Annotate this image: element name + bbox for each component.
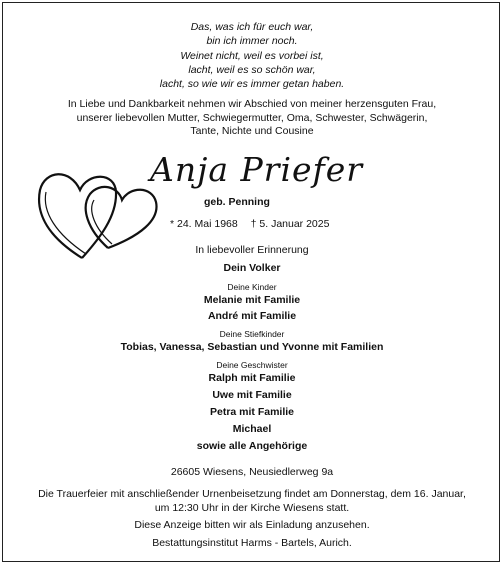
undertaker: Bestattungsinstitut Harms - Bartels, Aurich. bbox=[152, 537, 352, 549]
funeral-line: um 12:30 Uhr in der Kirche Wiesens statt. bbox=[154, 501, 350, 514]
family-address: 26605 Wiesens, Neusiedlerweg 9a bbox=[170, 466, 334, 478]
poem-line: bin ich immer noch. bbox=[206, 35, 298, 48]
sibling-name: Michael bbox=[232, 423, 272, 435]
children-label: Deine Kinder bbox=[227, 282, 277, 292]
intro-line: Tante, Nichte und Cousine bbox=[190, 125, 314, 137]
poem-line: lacht, so wie wir es immer getan haben. bbox=[159, 78, 345, 91]
memory-intro: In liebevoller Erinnerung bbox=[195, 244, 309, 256]
deceased-name: Anja Priefer bbox=[150, 150, 364, 189]
intro-line: unserer liebevollen Mutter, Schwiegermutter, Oma, Schwester, Schwägerin, bbox=[76, 111, 428, 124]
life-dates bbox=[170, 218, 339, 230]
poem-line: Weinet nicht, weil es vorbei ist, bbox=[180, 49, 324, 62]
intro-text bbox=[0, 98, 504, 139]
other-relatives: sowie alle Angehörige bbox=[196, 440, 308, 452]
birth-date: * 24. Mai 1968 bbox=[170, 218, 238, 230]
poem-line: lacht, weil es so schön war, bbox=[188, 63, 316, 76]
siblings-label: Deine Geschwister bbox=[216, 360, 288, 370]
death-date: † 5. Januar 2025 bbox=[250, 218, 330, 230]
child-name: Melanie mit Familie bbox=[203, 294, 301, 306]
poem-line: Das, was ich für euch war, bbox=[190, 21, 314, 33]
stepchildren-names: Tobias, Vanessa, Sebastian und Yvonne mit Familien bbox=[120, 341, 384, 353]
sibling-name: Uwe mit Familie bbox=[212, 389, 292, 401]
funeral-line: Die Trauerfeier mit anschließender Urnenbeisetzung findet am Donnerstag, dem 16. Januar, bbox=[38, 488, 466, 500]
funeral-info bbox=[0, 488, 504, 515]
intro-line: In Liebe und Dankbarkeit nehmen wir Abschied von meiner herzensguten Frau, bbox=[67, 98, 437, 110]
sibling-name: Petra mit Familie bbox=[209, 406, 295, 418]
stepchildren-label: Deine Stiefkinder bbox=[219, 329, 285, 339]
husband-name: Dein Volker bbox=[223, 262, 281, 274]
birth-name: geb. Penning bbox=[204, 196, 270, 208]
child-name: André mit Familie bbox=[207, 310, 297, 322]
sibling-name: Ralph mit Familie bbox=[208, 372, 296, 384]
poem bbox=[0, 20, 504, 91]
invitation-note: Diese Anzeige bitten wir als Einladung anzusehen. bbox=[134, 519, 370, 531]
